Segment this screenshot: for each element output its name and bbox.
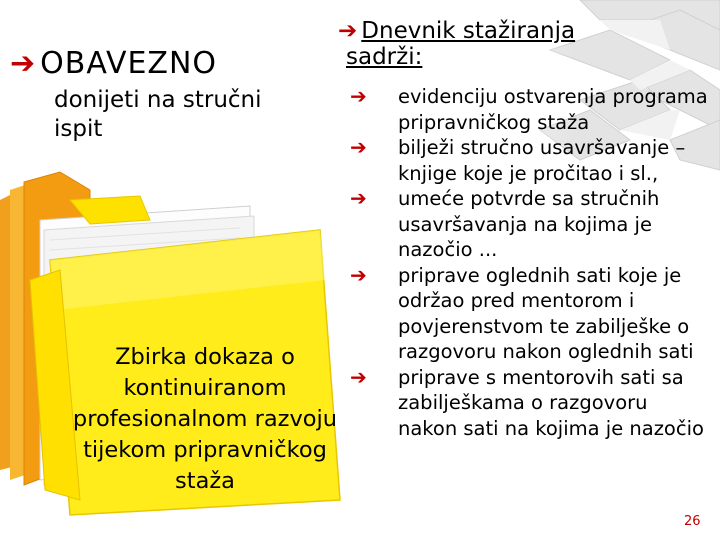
arrow-bullet-icon: ➔: [350, 262, 367, 287]
left-heading-text: OBAVEZNO: [40, 46, 218, 81]
contents-list: [350, 84, 710, 441]
list-item-text: priprave s mentorovih sati sa zabilješkama o razgovoru nakon sati na kojima je nazočio: [398, 365, 704, 440]
right-heading-line1: Dnevnik stažiranja: [361, 18, 576, 44]
list-item-text: bilježi stručno usavršavanje – knjige koje je pročitao i sl.,: [398, 136, 686, 185]
list-item: [350, 186, 710, 263]
list-item: [350, 365, 710, 442]
arrow-bullet-icon: ➔: [350, 84, 367, 108]
left-heading: [10, 46, 217, 81]
arrow-bullet-icon: ➔: [338, 18, 358, 44]
arrow-bullet-icon: ➔: [350, 364, 367, 389]
list-item: [350, 263, 710, 365]
arrow-bullet-icon: ➔: [350, 186, 367, 210]
arrow-bullet-icon: ➔: [10, 46, 37, 81]
list-item: [350, 135, 710, 186]
list-item-text: priprave oglednih sati koje je održao pred mentorom i povjerenstvom te zabilješke o razgovoru nakon oglednih sati: [398, 263, 694, 363]
left-subtitle: donijeti na stručni ispit: [54, 87, 262, 142]
page-number: 26: [684, 514, 701, 529]
folder-caption: Zbirka dokaza o kontinuiranom profesionalnom razvoju tijekom pripravničkog staža: [72, 344, 338, 494]
list-item-text: umeće potvrde sa stručnih usavršavanja na kojima je nazočio ...: [398, 187, 660, 261]
right-heading: [338, 18, 575, 70]
right-heading-line2: sadrži:: [346, 44, 423, 70]
arrow-bullet-icon: ➔: [350, 135, 367, 159]
list-item-text: evidenciju ostvarenja programa pripravničkog staža: [398, 85, 708, 134]
list-item: [350, 84, 710, 135]
